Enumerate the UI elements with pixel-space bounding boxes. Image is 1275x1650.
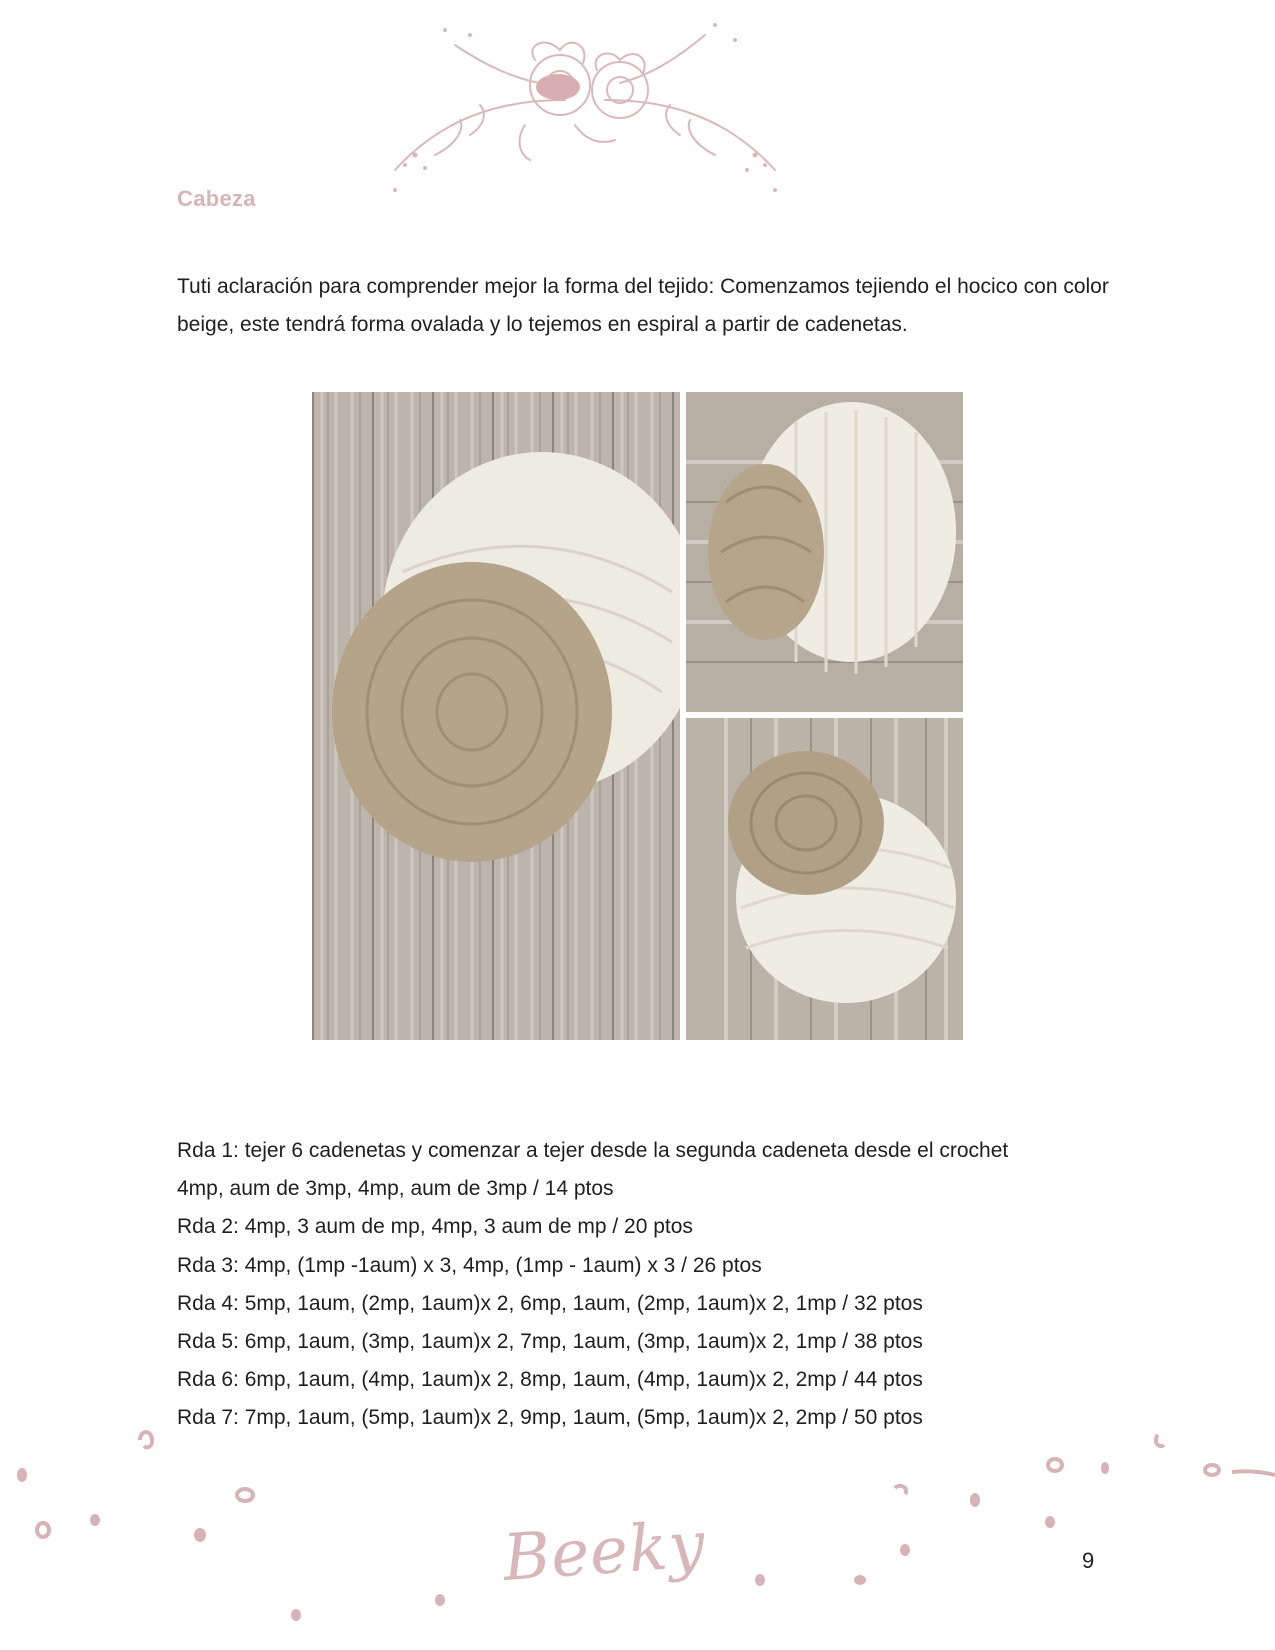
brand-logo: Beeky bbox=[500, 1508, 709, 1596]
section-title: Cabeza bbox=[177, 186, 256, 211]
round-line: Rda 3: 4mp, (1mp -1aum) x 3, 4mp, (1mp - 1aum) x 3 / 26 ptos bbox=[177, 1253, 762, 1277]
intro-paragraph: Tuti aclaración para comprender mejor la forma del tejido: Comenzamos tejiendo el hocico con color beige, este tendrá forma ovalada y lo tejemos en espiral a partir de cadenetas. bbox=[177, 275, 1109, 336]
floral-header-ornament bbox=[375, 5, 795, 200]
rounds-list bbox=[177, 1132, 1137, 1438]
page-number: 9 bbox=[1082, 1548, 1095, 1573]
round-line: Rda 7: 7mp, 1aum, (5mp, 1aum)x 2, 9mp, 1aum, (5mp, 1aum)x 2, 2mp / 50 ptos bbox=[177, 1406, 923, 1430]
round-line: Rda 1: tejer 6 cadenetas y comenzar a tejer desde la segunda cadeneta desde el crochet bbox=[177, 1139, 1009, 1162]
photo-head-front bbox=[312, 392, 680, 1040]
round-line: Rda 6: 6mp, 1aum, (4mp, 1aum)x 2, 8mp, 1aum, (4mp, 1aum)x 2, 2mp / 44 ptos bbox=[177, 1368, 923, 1392]
photo-head-side bbox=[686, 392, 963, 712]
round-line: Rda 2: 4mp, 3 aum de mp, 4mp, 3 aum de mp / 20 ptos bbox=[177, 1215, 693, 1239]
photo-head-angled bbox=[686, 718, 963, 1040]
round-line: Rda 4: 5mp, 1aum, (2mp, 1aum)x 2, 6mp, 1aum, (2mp, 1aum)x 2, 1mp / 32 ptos bbox=[177, 1291, 923, 1315]
round-line: 4mp, aum de 3mp, 4mp, aum de 3mp / 14 ptos bbox=[177, 1177, 614, 1201]
round-line: Rda 5: 6mp, 1aum, (3mp, 1aum)x 2, 7mp, 1aum, (3mp, 1aum)x 2, 1mp / 38 ptos bbox=[177, 1330, 923, 1354]
